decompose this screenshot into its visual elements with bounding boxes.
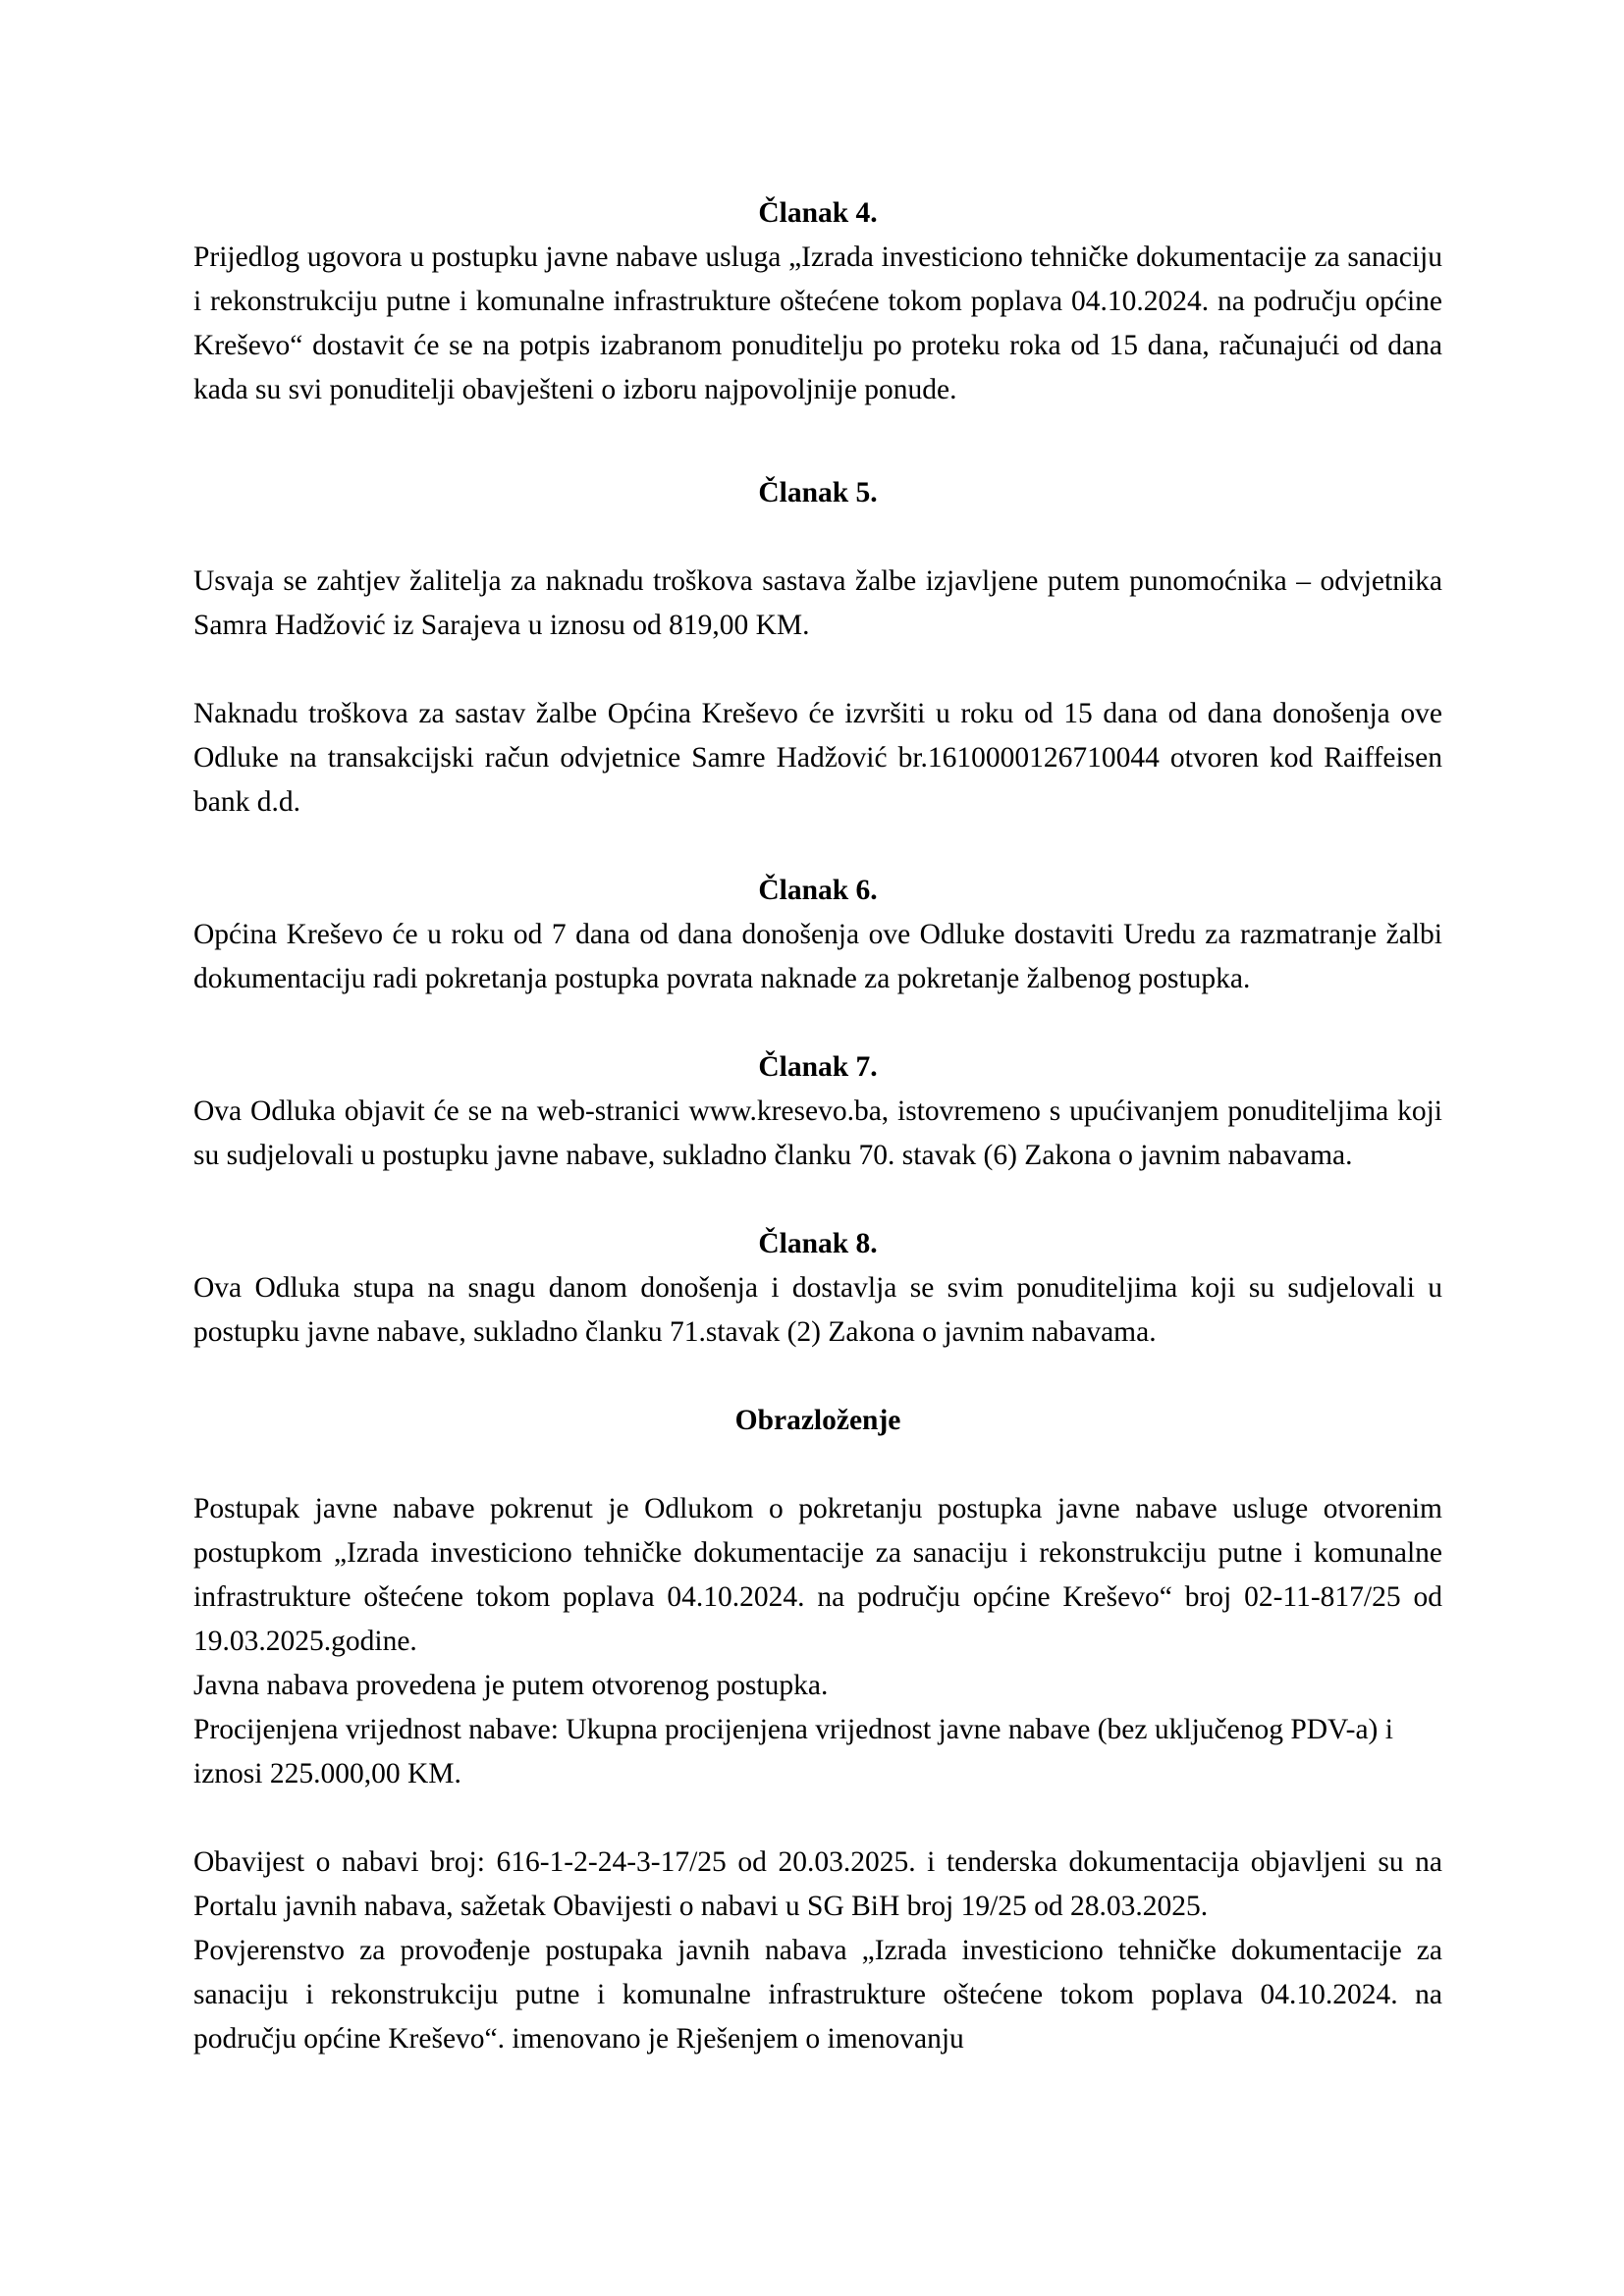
obrazlozenje-heading: Obrazloženje [734,1405,901,1436]
obrazlozenje-paragraph-4: Obavijest o nabavi broj: 616-1-2-24-3-17/25 od 20.03.2025. i tenderska dokumentacija objavljeni su na Portalu javnih nabava, sažetak Obavijesti o nabavi u SG BiH broj 19/25 od 28.03.2025. [193,1846,1442,1922]
article-8-heading: Članak 8. [758,1228,878,1259]
article-6-paragraph-1: Općina Kreševo će u roku od 7 dana od dana donošenja ove Odluke dostaviti Uredu za razmatranje žalbi dokumentaciju radi pokretanja postupka povrata naknade za pokretanje žalbenog postupka. [193,919,1442,994]
document-page [193,191,1442,2061]
article-4-heading: Članak 4. [758,197,878,229]
obrazlozenje-paragraph-1: Postupak javne nabave pokrenut je Odlukom o pokretanju postupka javne nabave usluge otvorenim postupkom „Izrada investiciono tehničke dokumentacije za sanaciju i rekonstrukciju putne i komunalne infrastrukture oštećene tokom poplava 04.10.2024. na području općine Kreševo“ broj 02-11-817/25 od 19.03.2025.godine. [193,1493,1442,1657]
article-4-paragraph-1: Prijedlog ugovora u postupku javne nabave usluga „Izrada investiciono tehničke dokumentacije za sanaciju i rekonstrukciju putne i komunalne infrastrukture oštećene tokom poplava 04.10.2024. na području općine Kreševo“ dostavit će se na potpis izabranom ponuditelju po proteku roka od 15 dana, računajući od dana kada su svi ponuditelji obavješteni o izboru najpovoljnije ponude. [193,241,1442,405]
article-6-heading: Članak 6. [758,875,878,906]
obrazlozenje-paragraph-3: Procijenjena vrijednost nabave: Ukupna procijenjena vrijednost javne nabave (bez uključenog PDV-a) i iznosi 225.000,00 KM. [193,1714,1393,1789]
article-8-paragraph-1: Ova Odluka stupa na snagu danom donošenja i dostavlja se svim ponuditeljima koji su sudjelovali u postupku javne nabave, sukladno članku 71.stavak (2) Zakona o javnim nabavama. [193,1272,1442,1348]
article-7-heading: Članak 7. [758,1051,878,1083]
article-7-paragraph-1: Ova Odluka objavit će se na web-stranici www.kresevo.ba, istovremeno s upućivanjem ponuditeljima koji su sudjelovali u postupku javne nabave, sukladno članku 70. stavak (6) Zakona o javnim nabavama. [193,1095,1442,1171]
article-5-heading: Članak 5. [758,477,878,508]
article-5-paragraph-1: Usvaja se zahtjev žalitelja za naknadu troškova sastava žalbe izjavljene putem punomoćnika – odvjetnika Samra Hadžović iz Sarajeva u iznosu od 819,00 KM. [193,565,1442,641]
obrazlozenje-paragraph-5: Povjerenstvo za provođenje postupaka javnih nabava „Izrada investiciono tehničke dokumentacije za sanaciju i rekonstrukciju putne i komunalne infrastrukture oštećene tokom poplava 04.10.2024. na području općine Kreševo“. imenovano je Rješenjem o imenovanju [193,1935,1442,2055]
article-5-paragraph-2: Naknadu troškova za sastav žalbe Općina Kreševo će izvršiti u roku od 15 dana od dana donošenja ove Odluke na transakcijski račun odvjetnice Samre Hadžović br.1610000126710044 otvoren kod Raiffeisen bank d.d. [193,698,1442,818]
obrazlozenje-paragraph-2: Javna nabava provedena je putem otvorenog postupka. [193,1670,829,1701]
